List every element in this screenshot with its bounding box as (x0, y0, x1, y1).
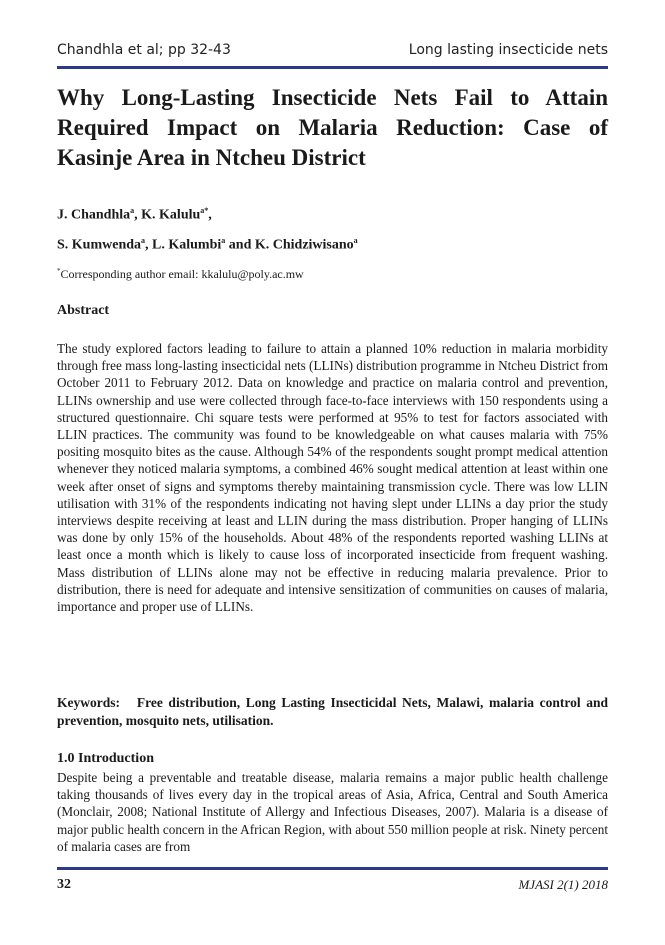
author-separator: , (208, 207, 212, 223)
author-affiliation-mark: a (353, 236, 358, 245)
author-affiliation-mark: a (221, 236, 226, 245)
author-name: J. Chandhla (57, 207, 131, 223)
author-separator: , (145, 237, 153, 253)
header-rule (57, 66, 608, 69)
author-name: K. Kalulu (141, 207, 201, 223)
corresponding-email-text: Corresponding author email: kkalulu@poly.ac.mw (60, 267, 304, 281)
introduction-text: Despite being a preventable and treatable disease, malaria remains a major public health challenge taking thousands of lives every day in the tropical areas of Asia, Africa, Central and South America (Monclair, 2008; National Institute of Allergy and Infectious Diseases, 2007). Malaria is a disease of major public health concern in the African Region, with about 550 million people at risk. Ninety percent of malaria cases are from (57, 770, 608, 854)
author-line-2 (57, 236, 608, 254)
footer-rule (57, 867, 608, 870)
abstract-heading: Abstract (57, 303, 110, 318)
author-separator: and (225, 237, 255, 253)
running-header (57, 42, 608, 62)
article-title: Why Long-Lasting Insecticide Nets Fail to Attain Required Impact on Malaria Reduction: Case of Kasinje Area in Ntcheu District (57, 85, 608, 170)
introduction-heading: 1.0 Introduction (57, 751, 154, 766)
author-separator: , (134, 207, 142, 223)
author-affiliation-mark: a (141, 236, 146, 245)
author-name: K. Chidziwisano (254, 237, 354, 253)
author-name: S. Kumwenda (57, 237, 142, 253)
author-name: L. Kalumbi (152, 237, 222, 253)
keywords-text: Free distribution, Long Lasting Insecticidal Nets, Malawi, malaria control and prevention, mosquito nets, utilisation. (57, 695, 608, 728)
keywords (57, 694, 608, 730)
header-short-title: Long lasting insecticide nets (408, 42, 608, 58)
page-number: 32 (57, 877, 71, 892)
abstract-text: The study explored factors leading to failure to attain a planned 10% reduction in malaria morbidity through free mass long-lasting insecticidal nets (LLINs) distribution programme in Ntcheu District from October 2011 to February 2012. Data on knowledge and practice on malaria control and prevention, LLINs ownership and use were collected through face-to-face interviews with 150 respondents using a structured questionnaire. Chi square tests were performed at 95% to test for factors associated with LLIN practices. The community was found to be knowledgeable on what causes malaria with 75% positing mosquito bites as the cause. Although 54% of the respondents sought prompt medical attention whenever they noticed malaria symptoms, a combined 46% sought medical attention at least within one week after onset of signs and symptoms thereby maintaining transmission cycle. There was low LLIN utilisation with 31% of the respondents indicating not having slept under LLINs a day prior the study interviews despite receiving at least and LLIN during the mass distribution. Proper hanging of LLINs was done by only 15% of the households. About 48% of the respondents reported washing LLINs at least once a month which is likely to cause loss of incorporated insecticide from frequent washing. Mass distribution of LLINs alone may not be effective in reducing malaria prevalence. Prior to distribution, there is need for adequate and intensive sensitization of communities on causes of malaria, importance and proper use of LLINs. (57, 341, 608, 615)
journal-reference: MJASI 2(1) 2018 (518, 877, 608, 892)
author-line-1 (57, 206, 608, 224)
author-affiliation-mark: a (130, 206, 135, 215)
keywords-label: Keywords: (57, 695, 120, 710)
corresponding-author (57, 267, 304, 282)
author-affiliation-mark: a* (200, 206, 209, 215)
header-citation: Chandhla et al; pp 32-43 (57, 42, 231, 58)
corresponding-mark: * (57, 267, 61, 275)
